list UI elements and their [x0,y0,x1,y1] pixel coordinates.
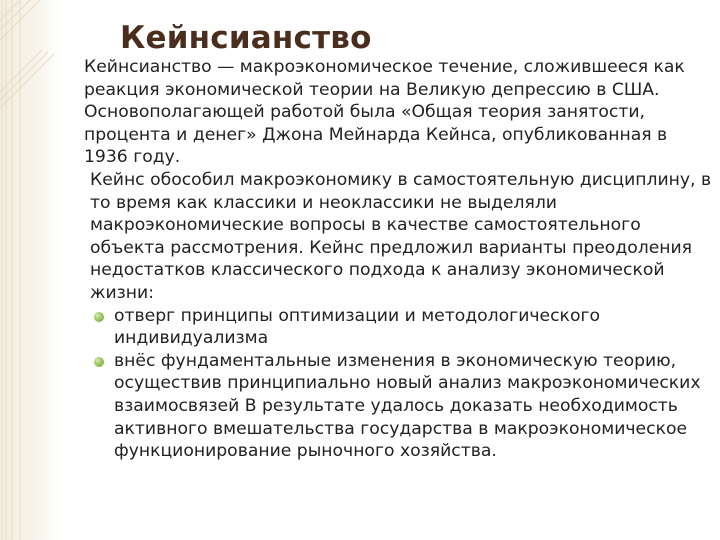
slide-body [84,56,714,463]
slide-title: Кейнсианство [120,20,372,56]
decorative-side-pattern [0,0,60,540]
list-item [90,305,714,350]
bullet-text: внёс фундаментальные изменения в экономическую теорию, осуществив принципиально новый анализ макроэкономических взаимосвязей В результате удалось доказать необходимость активного вмешательства государства в макроэкономическое функционирование рыночного хозяйства. [114,350,701,462]
bullet-dot-icon [94,312,104,322]
bullet-text: отверг принципы оптимизации и методологического индивидуализма [114,305,601,349]
paragraph-keynes: Кейнс обособил макроэкономику в самостоятельную дисциплину, в то время как классики и неоклассики не выделяли макроэкономические вопросы в качестве самостоятельного объекта рассмотрения. Кейнс предложил варианты преодоления недостатков классического подхода к анализу экономической жизни: [90,169,712,303]
list-item [90,350,714,463]
bullet-dot-icon [94,357,104,367]
bullet-list [84,305,714,463]
paragraph-intro: Кейнсианство — макроэкономическое течение, сложившееся как реакция экономической теории на Великую депрессию в США. Основополагающей работой была «Общая теория занятости, процента и денег» Джона Мейнарда Кейнса, опубликованная в 1936 году. [84,57,685,168]
corner-lines-graphic [0,0,60,540]
